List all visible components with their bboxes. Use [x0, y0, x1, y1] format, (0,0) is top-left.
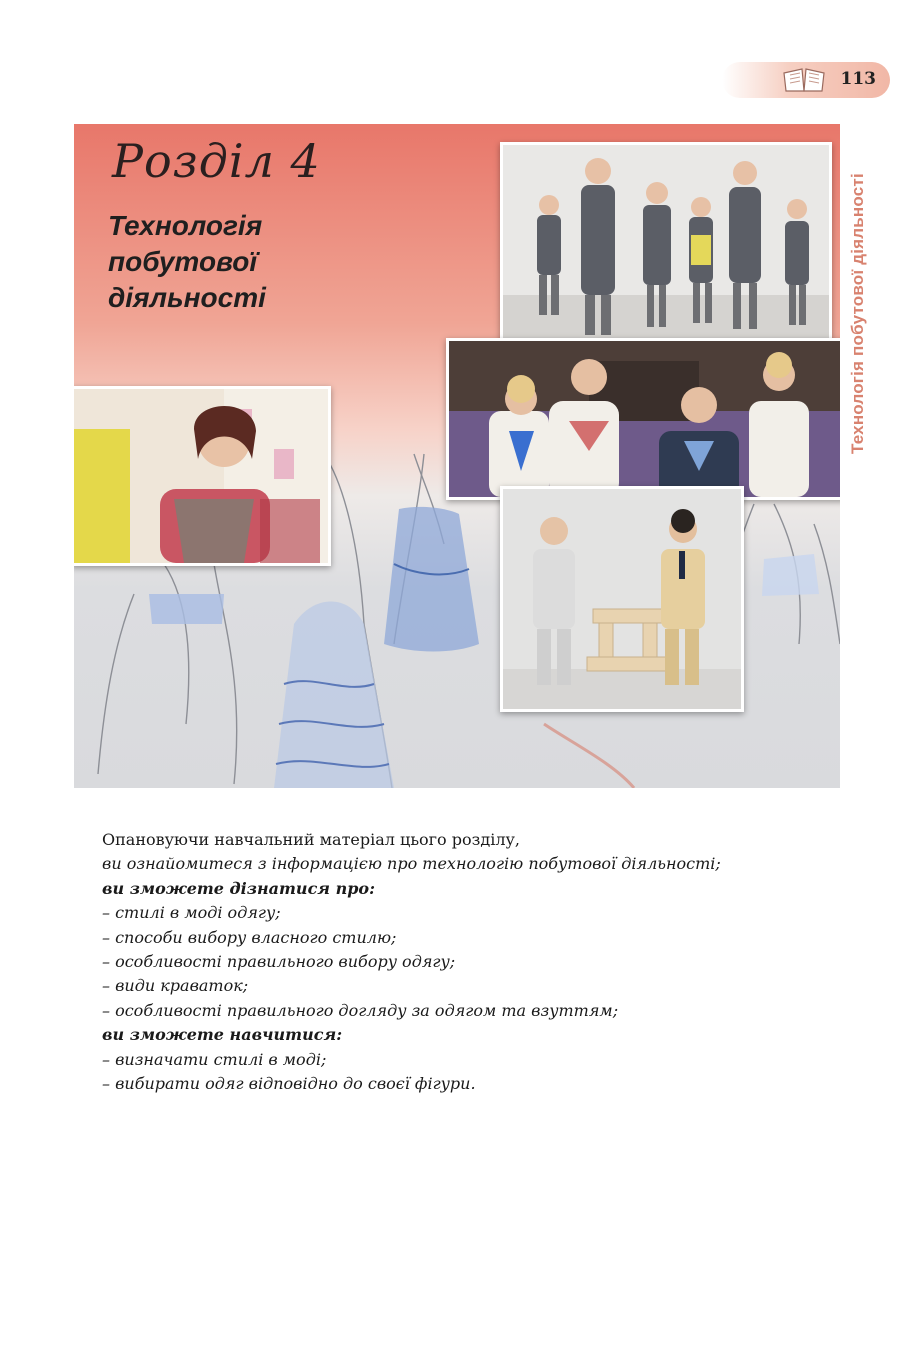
- chapter-intro: [102, 828, 862, 1096]
- open-book-icon: [782, 67, 826, 93]
- subtitle-line: побутової: [108, 246, 258, 277]
- skills-item: – вибирати одяг відповідно до своєї фігури.: [102, 1074, 476, 1094]
- learn-item: – способи вибору власного стилю;: [102, 927, 397, 947]
- subtitle-line: Технологія: [108, 210, 263, 241]
- learn-item: – стилі в моді одягу;: [102, 903, 281, 923]
- photo-boys-suits: [500, 486, 744, 712]
- chapter-subtitle: [108, 208, 368, 316]
- photo-school-uniforms: [500, 142, 832, 344]
- running-title: Технологія побутової діяльності: [848, 173, 867, 454]
- learn-item: – види краваток;: [102, 976, 249, 996]
- page-number: 113: [840, 69, 876, 89]
- photo-family: [446, 338, 840, 500]
- photo-seamstress: [74, 386, 331, 566]
- skills-item: – визначати стилі в моді;: [102, 1049, 327, 1069]
- chapter-hero: [74, 124, 840, 788]
- chapter-title: Розділ 4: [112, 134, 321, 188]
- learn-item: – особливості правильного вибору одягу;: [102, 952, 456, 972]
- learn-heading: ви зможете дізнатися про:: [102, 878, 376, 898]
- intro-lead: Опановуючи навчальний матеріал цього розділу,: [102, 830, 520, 849]
- page-number-tab: [722, 62, 890, 98]
- subtitle-line: діяльності: [108, 282, 266, 313]
- learn-item: – особливості правильного догляду за одягом та взуттям;: [102, 1000, 619, 1020]
- intro-line: ви ознайомитеся з інформацією про технологію побутової діяльності;: [102, 854, 721, 874]
- skills-heading: ви зможете навчитися:: [102, 1025, 343, 1045]
